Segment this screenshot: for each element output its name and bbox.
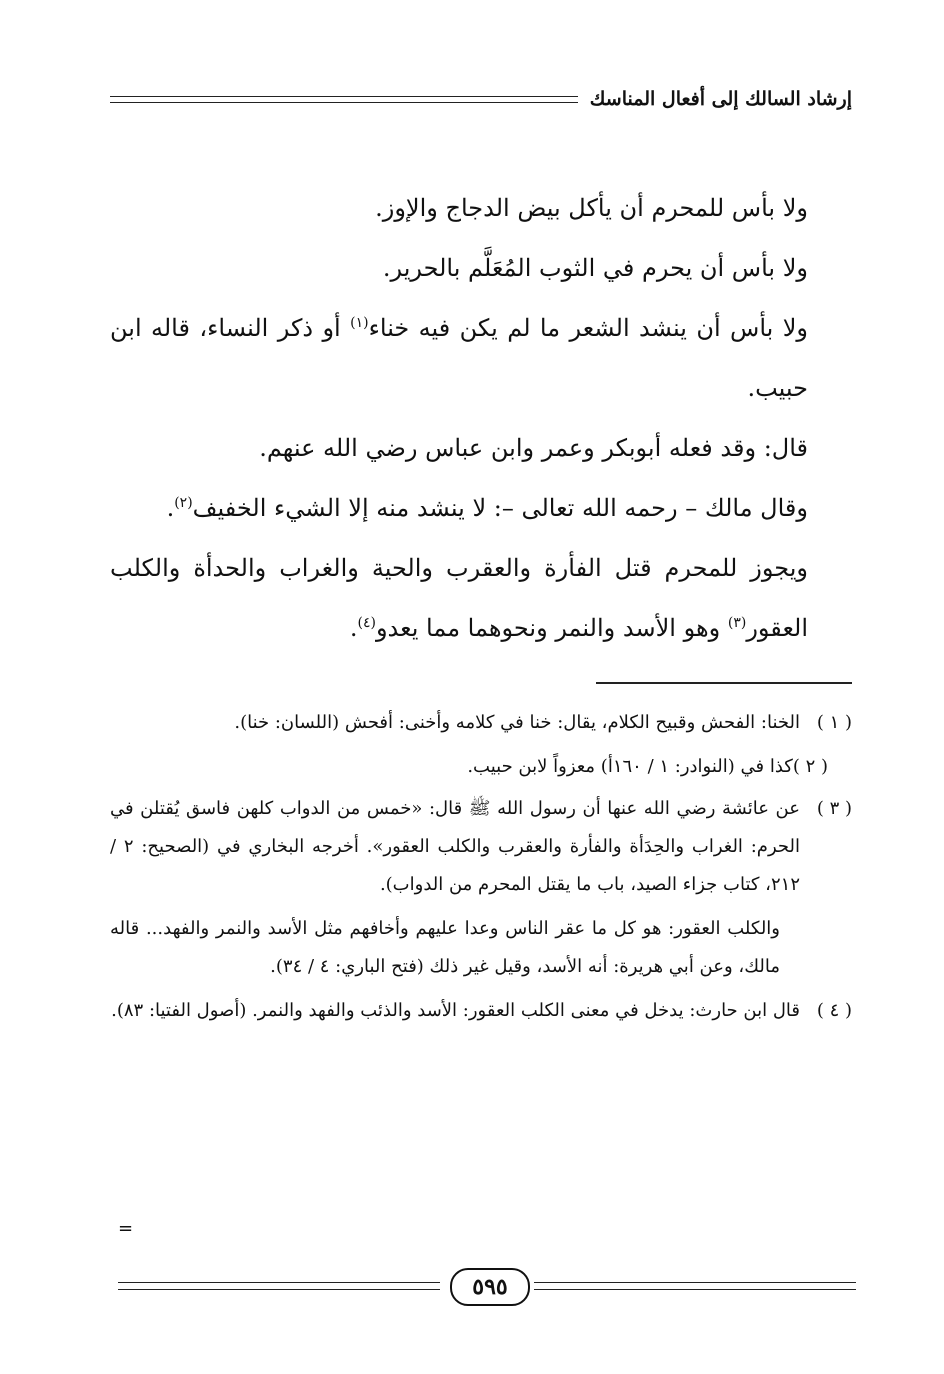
- paragraph-killing-text: ويجوز للمحرم قتل الفأرة والعقرب والحية والغراب والحدأة والكلب العقور: [110, 554, 808, 642]
- paragraph-poetry-text: ولا بأس أن ينشد الشعر ما لم يكن فيه خناء: [368, 314, 808, 342]
- paragraph-eggs: ولا بأس للمحرم أن يأكل بيض الدجاج والإوز.: [375, 194, 808, 222]
- footnote-3-number: ( ٣ ): [816, 798, 852, 819]
- footnote-1-number: ( ١ ): [816, 712, 852, 733]
- paragraph-silk: ولا بأس أن يحرم في الثوب المُعَلَّم بالحرير.: [382, 254, 808, 282]
- footnote-4: [110, 992, 852, 1030]
- paragraph-malik-end: .: [166, 494, 175, 522]
- footnote-3-text: عن عائشة رضي الله عنها أن رسول الله ﷺ قال: «خمس من الدواب كلهن فاسق يُقتلن في الحرم: الغراب والحِدَأة والفأرة والعقرب والكلب العقور». أخرجه البخاري في (الصحيح: ٢ / ٢١٢، كتاب جزاء الصيد، باب ما يقتل المحرم من الدواب).: [110, 798, 800, 895]
- footnote-4-text: قال ابن حارث: يدخل في معنى الكلب العقور: الأسد والذئب والفهد والنمر. (أصول الفتيا: ٨٣).: [111, 1000, 800, 1021]
- paragraph-killing-end: .: [349, 614, 358, 642]
- paragraph-poetry-text-end: أو ذكر النساء، قاله ابن حبيب.: [110, 314, 808, 402]
- footnote-3: [110, 790, 852, 904]
- footnote-ref-1[interactable]: (١): [350, 315, 369, 331]
- footnote-ref-3[interactable]: (٣): [727, 615, 747, 631]
- footnote-1: [110, 704, 852, 742]
- main-text: [110, 178, 852, 658]
- continuation-mark: =: [118, 1218, 134, 1239]
- footnote-4-number: ( ٤ ): [816, 1000, 852, 1021]
- running-header: [110, 84, 852, 114]
- footnote-separator: [596, 682, 852, 684]
- footer-rule-right: [534, 1282, 856, 1290]
- footnote-ref-2[interactable]: (٢): [174, 495, 193, 511]
- page-number: ٥٩٥: [450, 1268, 530, 1306]
- footnote-3-continuation: والكلب العقور: هو كل ما عقر الناس وعدا عليهم وأخافهم مثل الأسد والنمر والفهد... قاله مالك، وعن أبي هريرة: أنه الأسد، وقيل غير ذلك (فتح الباري: ٤ / ٣٤).: [110, 918, 780, 977]
- paragraph-companions: قال: وقد فعله أبوبكر وعمر وابن عباس رضي الله عنهم.: [259, 434, 808, 462]
- paragraph-malik: [110, 478, 852, 538]
- footer-rule-left: [118, 1282, 440, 1290]
- paragraph-poetry: [110, 298, 852, 418]
- footnote-1-text: الخنا: الفحش وقبيح الكلام، يقال: خنا في كلامه وأخنى: أفحش (اللسان: خنا).: [234, 712, 800, 733]
- page-footer: [118, 1268, 856, 1308]
- paragraph-killing: [110, 538, 852, 658]
- footnote-ref-4[interactable]: (٤): [357, 615, 376, 631]
- footnote-2: ( ٢ )كذا في (النوادر: ١ / ١٦٠أ) معزواً لابن حبيب.: [467, 756, 828, 777]
- footnotes: [110, 704, 852, 1036]
- book-title: إرشاد السالك إلى أفعال المناسك: [589, 88, 852, 110]
- paragraph-malik-text: وقال مالك – رحمه الله تعالى –: لا ينشد منه إلا الشيء الخفيف: [192, 494, 808, 522]
- paragraph-killing-text-2: وهو الأسد والنمر ونحوهما مما يعدو: [375, 614, 728, 642]
- header-rule: [110, 96, 578, 103]
